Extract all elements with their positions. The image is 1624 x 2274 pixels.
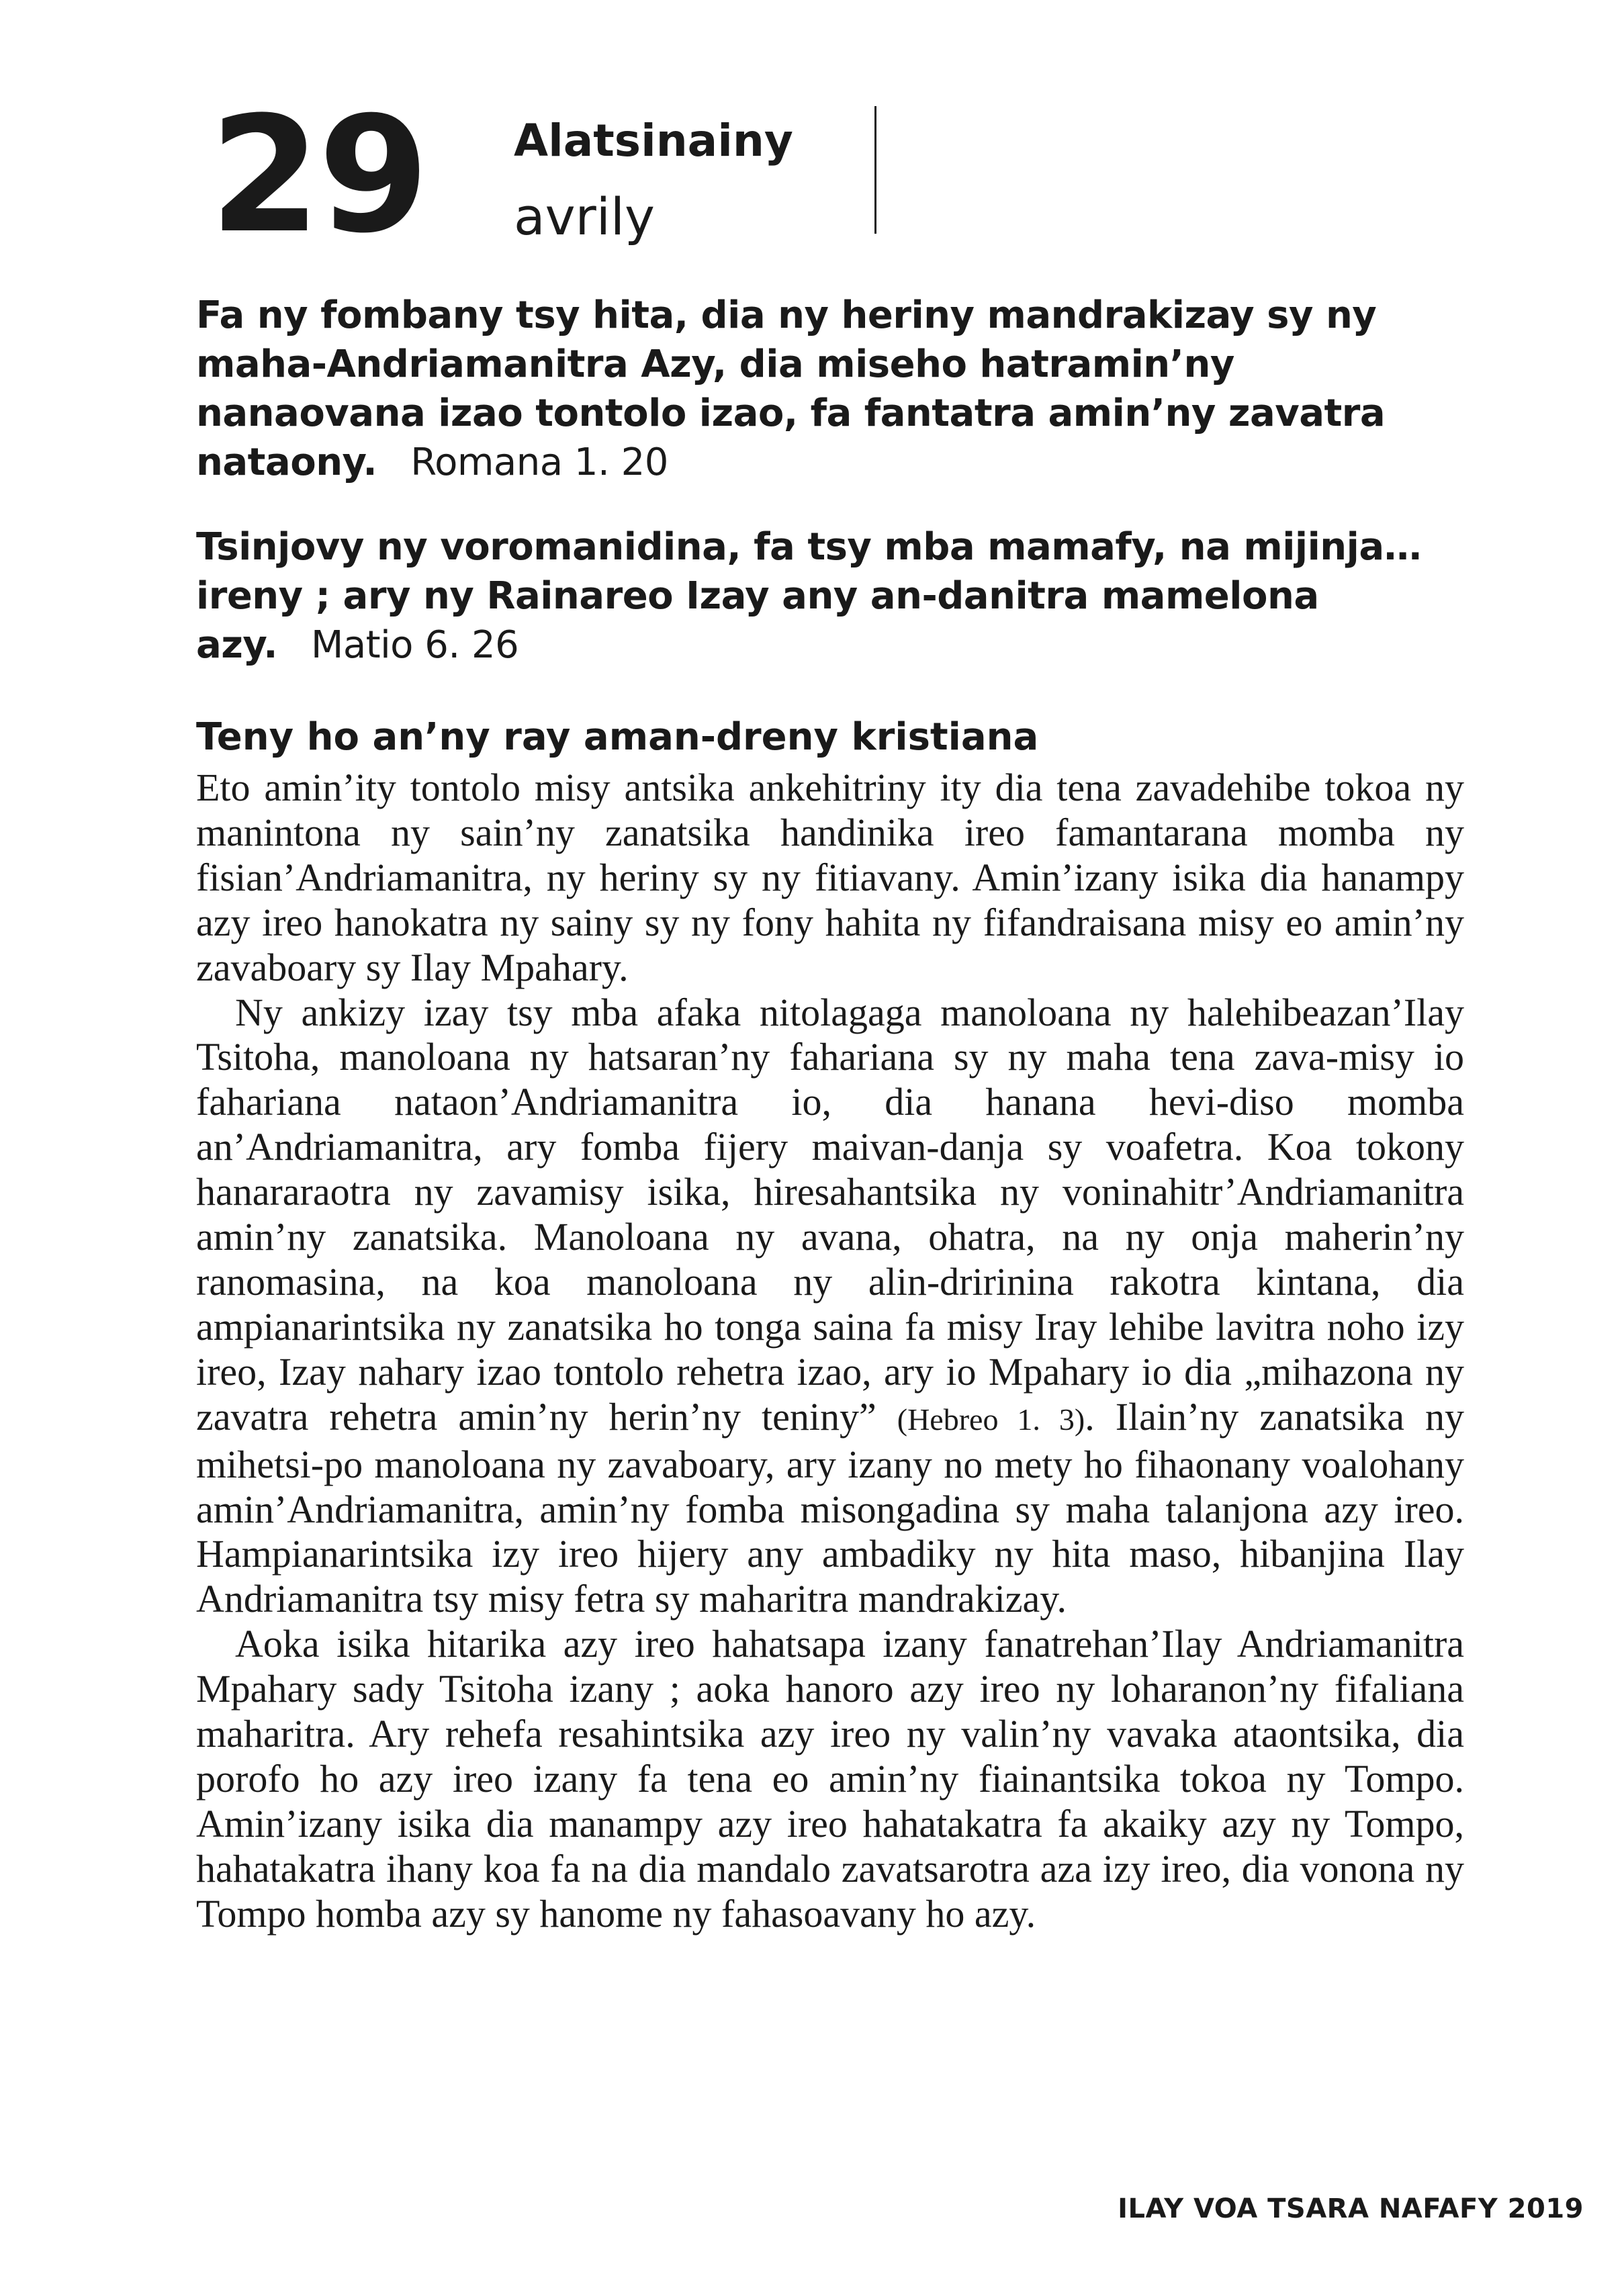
verse-text: Tsinjovy ny voromanidina, fa tsy mba mamafy, na mijinja… ireny ; ary ny Rainareo Izay any an-danitra mamelona azy. (196, 525, 1422, 667)
day-number: 29 (210, 83, 427, 269)
paragraph (196, 991, 1464, 1623)
article-body (196, 766, 1464, 1937)
verse-text: Fa ny fombany tsy hita, dia ny heriny mandrakizay sy ny maha-Andriamanitra Azy, dia miseho hatramin’ny nanaovana izao tontolo izao, fa fantatra amin’ny zavatra nataony. (196, 293, 1386, 484)
paragraph: Eto amin’ity tontolo misy antsika ankehitriny ity dia tena zavadehibe tokoa ny manintona ny sain’ny zanatsika handinika ireo famantarana momba ny fisian’Andriamanitra, ny heriny sy ny fitiavany. Amin’izany isika dia hanampy azy ireo hanokatra ny sainy sy ny fony hahita ny fifandraisana misy eo amin’ny zavaboary sy Ilay Mpahary. (196, 766, 1464, 989)
verse-block (196, 291, 1465, 487)
paragraph: Aoka isika hitarika azy ireo hahatsapa izany fanatrehan’Ilay Andriamanitra Mpahary sady Tsitoha izany ; aoka hanoro azy ireo ny loharanon’ny fifaliana maharitra. Ary rehefa resahintsika azy ireo ny valin’ny vavaka ataontsika, dia porofo ho azy ireo izany fa tena eo amin’ny fiainantsika tokoa ny Tompo. Amin’izany isika dia manampy azy ireo hahatakatra fa akaiky azy ny Tompo, hahatakatra ihany koa fa na dia mandalo zavatsarotra aza izy ireo, dia vonona ny Tompo homba azy sy hanome ny fahasoavany ho azy. (196, 1622, 1464, 1936)
section-heading: Teny ho an’ny ray aman-dreny kristiana (196, 715, 1039, 759)
header-divider (874, 106, 876, 234)
verse-reference: Matio 6. 26 (311, 623, 519, 667)
paragraph-text: . Ilain’ny zanatsika ny mihetsi-po manoloana ny zavaboary, ary izany no mety ho fihaonany voalohany amin’Andriamanitra, amin’ny fomba misongadina sy maha talanjona azy ireo. Hampianarintsika izy ireo hijery any ambadiky ny hita maso, hibanjina Ilay Andriamanitra tsy misy fetra sy maharitra mandrakizay. (196, 1394, 1465, 1621)
verse-block (196, 522, 1465, 670)
month: avrily (514, 187, 656, 246)
verse-reference: Romana 1. 20 (410, 441, 668, 484)
inline-reference: (Hebreo 1. 3) (897, 1402, 1085, 1437)
footer-title: ILAY VOA TSARA NAFAFY 2019 (1118, 2193, 1584, 2224)
paragraph-text: Ny ankizy izay tsy mba afaka nitolagaga manoloana ny halehibeazan’Ilay Tsitoha, manoloana ny hatsaran’ny fahariana sy ny maha tena zava-misy io fahariana nataon’Andriamanitra io, dia hanana hevi-diso momba an’Andriamanitra, ary fomba fijery maivan-danja sy voafetra. Koa tokony hanararaotra ny zavamisy isika, hiresahantsika ny voninahitr’Andriamanitra amin’ny zanatsika. Manoloana ny avana, ohatra, na ny onja maherin’ny ranomasina, na koa manoloana ny alin-dririnina rakotra kintana, dia ampianarintsika ny zanatsika ho tonga saina fa misy Iray lehibe lavitra noho izy ireo, Izay nahary izao tontolo rehetra izao, ary io Mpahary io dia „mihazona ny zavatra rehetra amin’ny herin’ny teniny” (196, 990, 1464, 1439)
weekday: Alatsinainy (514, 115, 793, 167)
